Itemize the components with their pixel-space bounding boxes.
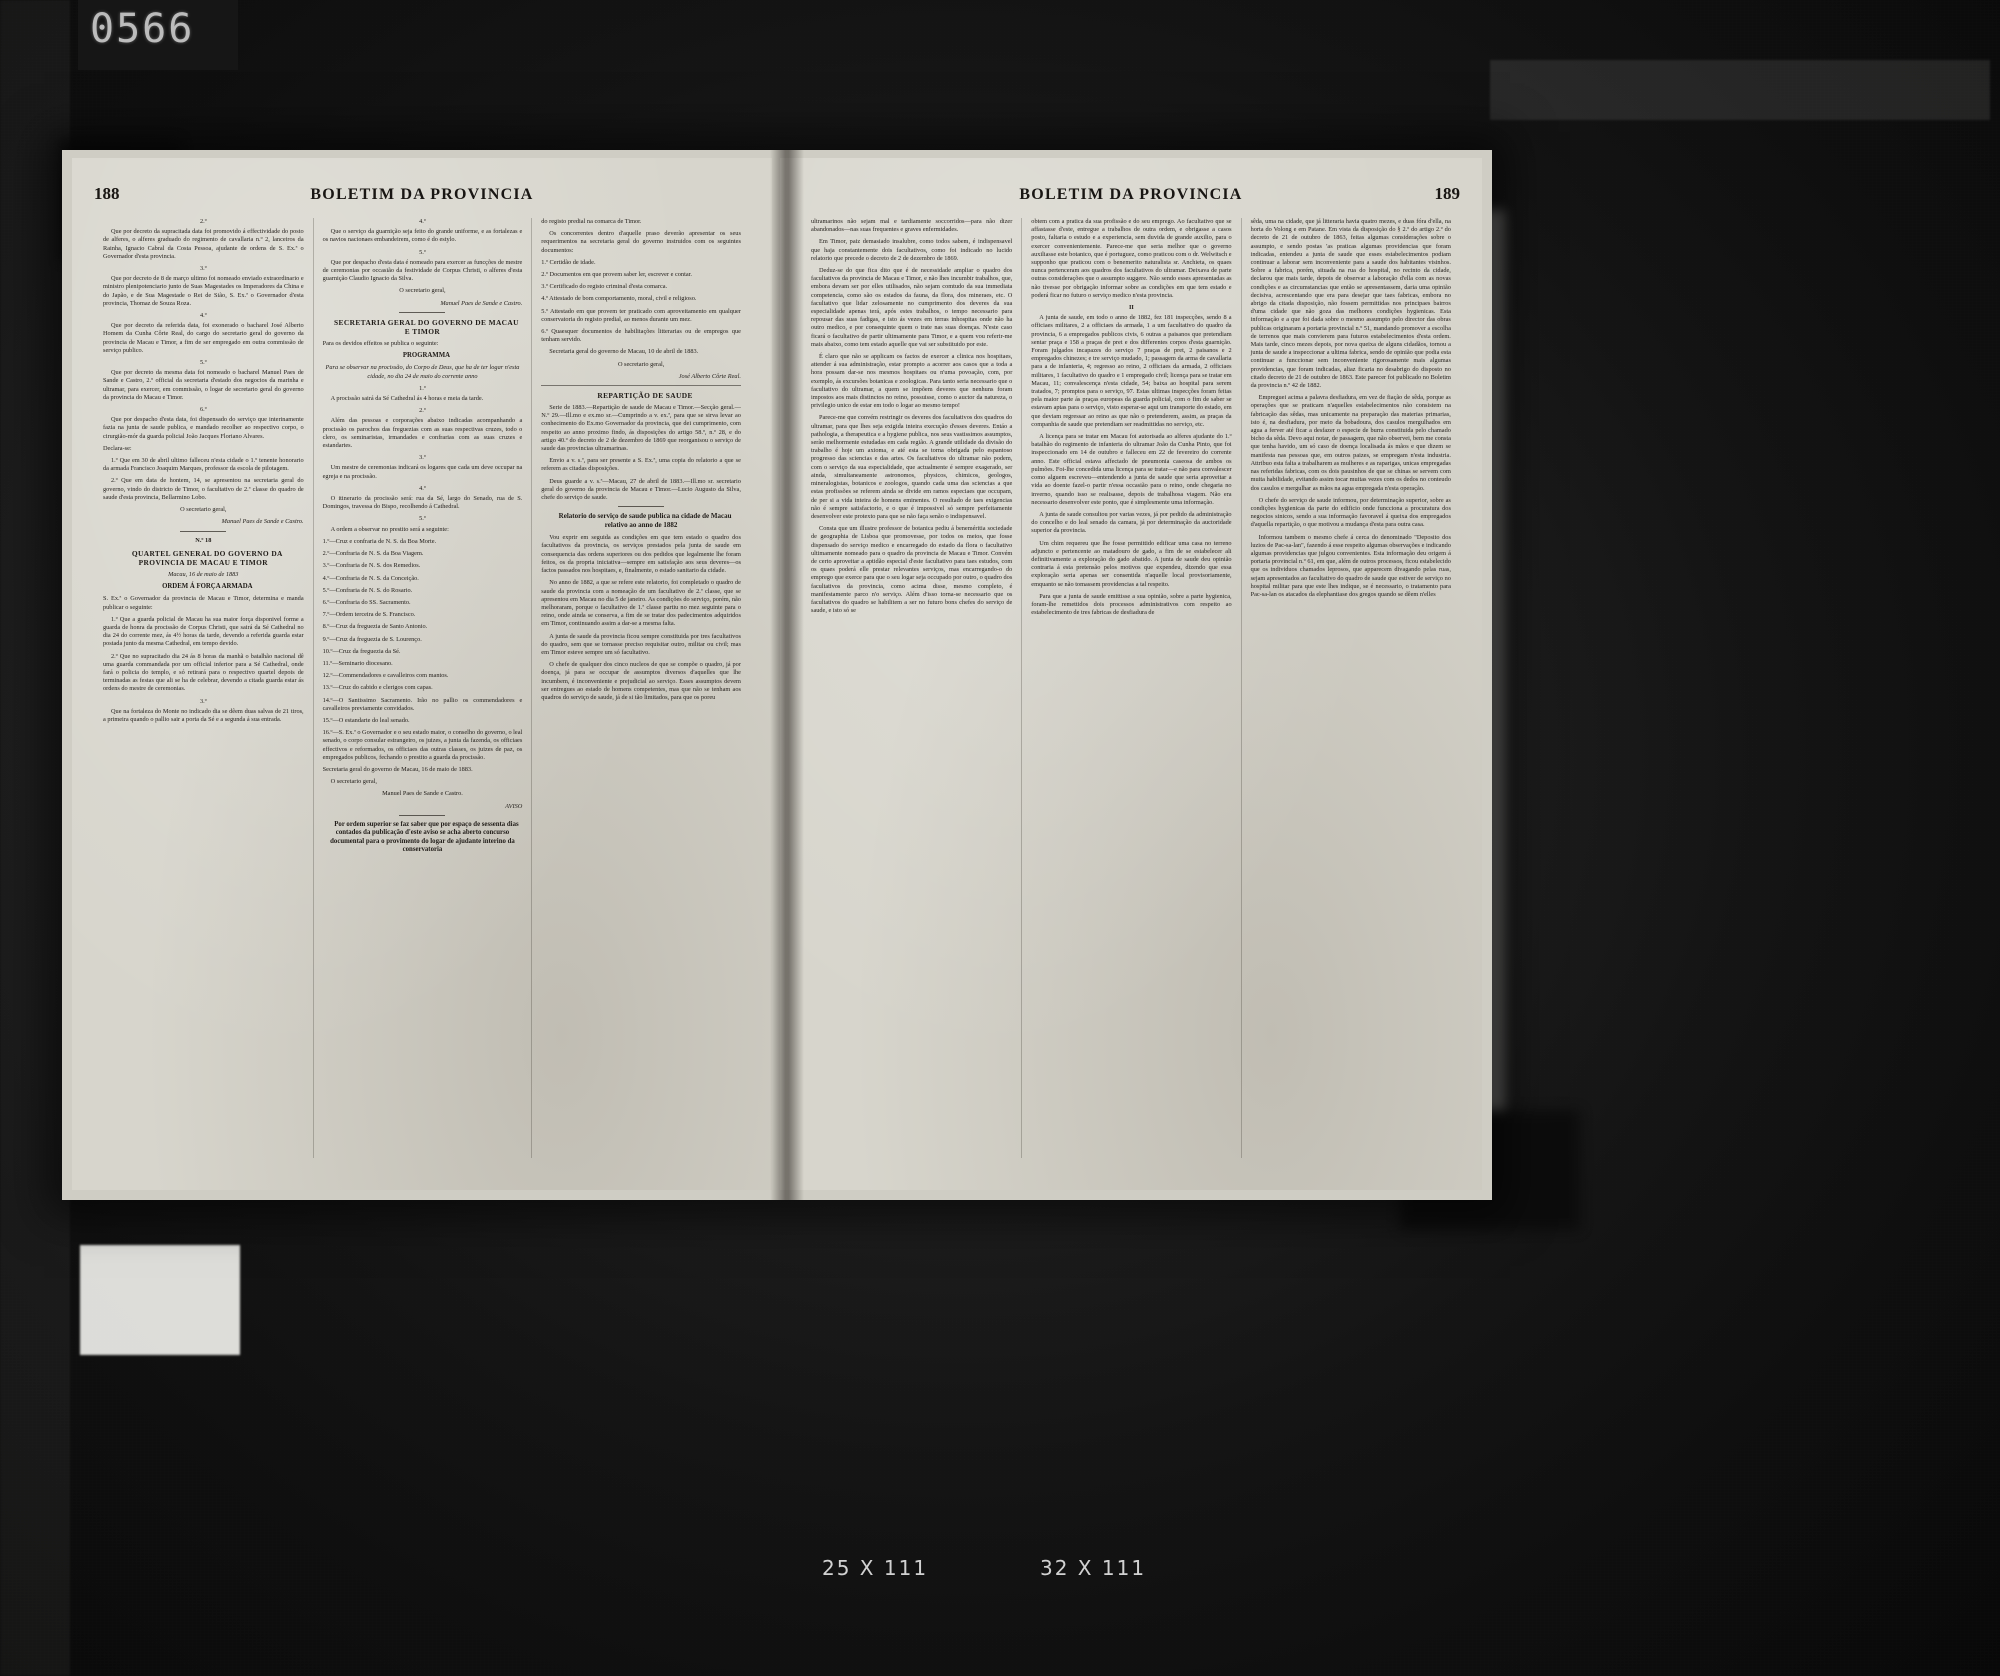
para: 2.º bbox=[419, 407, 426, 415]
para: Declara-se: bbox=[103, 444, 132, 452]
para: O itinerario da procissão será: rua da Sé, largo do Senado, rua de S. Domingos, travessa do Bispo, recolhendo á Cathedral. bbox=[322, 495, 523, 511]
para: Empreguei acima a palavra desfiadura, em vez de fiação de sêda, porque as operações que se praticam n'aquelles estabelecimentos não consistem na fabricação das sêdas, mas unicamente na preparação das materias primarias, isto é, na desfiadura, por meio da bobadoura, dos casulos mergulhados em agua a ferver até ficar a desfazer o especie de burra constituida pelo chamado bicho da sêda. Devo aqui notar, de passagem, que não observei, bem me consta que tenha havido, um só caso de doença localisada ás mãos e que dizem se manifesta nas pessoas que, em outros paizes, se empregam n'esta industria. Attribuo esta falta a trabalharem as mulheres e as raparigas, unicas empregadas nas referidas fabricas, com os dois pausinhos de que se chinas se servem com muita habilidade, evitando assim tocar muitas vezes com os dedos no conteudo dos casulos e mergulhar as mãos na agua empregada n'esta operação. bbox=[1250, 394, 1451, 492]
para: S. Ex.ª o Governador da provincia de Macau e Timor, determina e manda publicar o seguinte: bbox=[103, 595, 304, 611]
list-item: 7.º—Ordem terceira de S. Francisco. bbox=[322, 611, 416, 619]
para: É claro que não se applicam os factos de exercer a clinica nos hospitaes, attender á sua administração, estar prompto a acorrer aos casos que a toda a hora possam dar-se nos mesmos hospitaes ou n'uma povoação, com, por exemplo, ás excursões botanicas e zoologicas. Para tanto seria necessario que o facultativo do ultramar, a quem se impõem deveres que nenhuns foram impostos aos mais distinctos no reino, possuisse, como o auctor da natureza, o privilegio unico de estar em todo o logar ao mesmo tempo! bbox=[811, 353, 1013, 410]
para: 2.º Que no supracitado dia 24 ás 8 horas da manhã o batalhão nacional dê uma guarda commandada por um official inferior para a Sé Cathedral, onde fará o policia do templo, e só retirará para o respectivo quartel depois de terminadas as festas que ali se ha de celebrar, devendo a citada guarda estar ás ordens do mestre de ceremonias. bbox=[103, 652, 304, 693]
film-measure-mark-1: 25 X 111 bbox=[822, 1556, 929, 1580]
signature: José Alberto Côrte Real. bbox=[678, 372, 741, 380]
list-item: 1.º—Cruz e confraria de N. S. da Boa Morte. bbox=[322, 537, 437, 545]
para: Deus guarde a v. s.ª—Macau, 27 de abril de 1883.—Ill.mo sr. secretario geral do governo da provincia de Macau e Timor.—Lucio Augusto da Silva, chefe do serviço de saude. bbox=[541, 477, 741, 502]
para: A junta de saude da provincia ficou sempre constituida por tres facultativos do quadro, sem que se tornasse preciso requisitar outro, militar ou civil; mas em Timor esteve sempre um só facultativo. bbox=[541, 632, 741, 656]
para: Informou tambem o mesmo chefe á cerca do denominado "Deposito dos luzios de Pac-sa-lan", fazendo á esse respeito algumas observações e indicando algumas providencias que julgou convenientes. Esta informação deu origem á portaria provincial n.º 61, em que, além de outros processos, ficou estabelecido que os individuos chamados leprosos, que apparecem divagando pelas ruas, sejam apresentados ao facultativo do quadro de saude que estiver de serviço no hospital militar para que este lhes indique, se é necessario, o tratamento para Pac-sa-lan os atacados da elephantiase dos gregos quando se dêem n'elles bbox=[1250, 533, 1451, 598]
divider-rule bbox=[541, 385, 741, 386]
para: Que o serviço da guarnição seja feito do grande uniforme, e as fortalezas e os navios nacionaes embandeirem, como é do estylo. bbox=[322, 228, 523, 244]
para: Um chim requereu que lhe fosse permittido edificar uma casa no terreno adjuncto e pertencente ao matadouro de gado, a fim de se estabelecer ali definitivamente a exploração do gado abatido. A junta de saude deu opinião contraria á esta pretensão pelos motivos que expendeu, dizendo que essa exploração seria apenas ser consentida n'aquelle local provisoriamente, emquanto se não tomassem providencias a tal respeito. bbox=[1031, 539, 1232, 588]
list-item: 2.º—Confraria de N. S. da Boa Viagem. bbox=[322, 550, 424, 558]
frame-number-label: 0566 bbox=[90, 6, 195, 52]
para: Serie de 1883.—Repartição de saude de Macau e Timor.—Secção geral.—N.º 29.—Ill.mo e ex.mo sr.—Cumprindo a v. ex.ª, para que se sirva levar ao conhecimento do Ex.mo Governador da provincia, que dei cumprimento, com respeito ao anno proximo findo, ás disposições do artigo 58.º, n.º 28, e do artigo 40.º do decreto de 2 de dezembro de 1869 que reorganisou o serviço de saude das provincias ultramarinas. bbox=[541, 404, 741, 453]
section-title: QUARTEL GENERAL DO GOVERNO DA PROVINCIA DE MACAU E TIMOR bbox=[131, 548, 283, 567]
para: 5.º bbox=[419, 515, 426, 523]
subsection-title: PROGRAMMA bbox=[402, 352, 451, 360]
section-number: II bbox=[1128, 304, 1134, 312]
list-item: 13.º—Cruz do cabido e clerigos com capas. bbox=[322, 684, 433, 692]
signature: AVISO bbox=[505, 802, 523, 810]
para: Que por decreto de 8 de março ultimo foi nomeado enviado extraordinario e ministro plenipotenciario junto de Suas Magestades os Imperadores da China e do Japão, e de Sua Magestade o Rei de Sião, S. Ex.ª o Governador d'esta provincia, Thomaz de Souza Roza. bbox=[103, 275, 304, 307]
list-item: 14.º—O Santissimo Sacramento. Irão no pallio os commendadores e cavalleiros previamente convidados. bbox=[322, 696, 523, 712]
para: A procissão sairá da Sé Cathedral ás 4 horas e meia da tarde. bbox=[330, 395, 484, 403]
list-item: 4.º—Confraria de N. S. da Conceição. bbox=[322, 574, 419, 582]
list-item: 5.º Attestado em que provem ter praticado com aproveitamento em qualquer conservatoria do registo predial, ao menos durante um mez. bbox=[541, 307, 741, 323]
right-columns bbox=[802, 218, 1460, 1158]
para: Que por decreto da mesma data foi nomeado o bacharel Manuel Paes de Sande e Castro, 2.º official da secretaria d'estado dos negocios da marinha e ultramar, para exercer, em commissão, o logar de secretario geral do governo da provincia do Macau e Timor. bbox=[103, 369, 304, 401]
para: 2.º bbox=[199, 218, 207, 225]
para: 5.º bbox=[199, 359, 207, 367]
notice-title: Por ordem superior se faz saber que por espaço de sessenta dias contados da publicação d'este aviso se acha aberto concurso documental para o provimento do logar de ajudante interino da conservatoria bbox=[330, 820, 519, 853]
para: Manuel Paes de Sande e Castro. bbox=[382, 790, 463, 798]
right-folio: 189 bbox=[1434, 184, 1460, 203]
left-columns bbox=[94, 218, 750, 1158]
list-item: 11.º—Seminario diocesano. bbox=[322, 659, 393, 667]
para: Secretaria geral do governo de Macau, 10 de abril de 1883. bbox=[549, 348, 699, 356]
list-item: 2.º Documentos em que provem saber ler, escrever e contar. bbox=[541, 271, 692, 279]
para: Para se observar na procissão, do Corpo de Deus, que ha de ter logar n'esta cidade, no dia 24 de maio do corrente anno bbox=[325, 364, 520, 380]
divider-rule bbox=[180, 531, 226, 532]
para: 1.º Que em 30 de abril ultimo falleceu n'esta cidade o 1.º tenente honorario da armada Francisco Joaquim Marques, professor da escola de pilotagem. bbox=[103, 457, 304, 473]
dateline: Macau, 16 de maio de 1883 bbox=[168, 570, 239, 578]
list-item: 6.º Quaesquer documentos de habilitações litterarias ou de empregos que tenham servido. bbox=[541, 328, 741, 344]
para: Para os devidos effeitos se publica o seguinte: bbox=[322, 339, 439, 347]
divider-rule bbox=[399, 815, 445, 816]
notice-number: N.º 18 bbox=[195, 536, 212, 544]
para: 2.º Que em data de hontem, 14, se apresentou na secretaria geral do governo, vindo do districto de Timor, o facultativo de 2.ª classe do quadro de saude d'esta provincia, Bellarmino Lobo. bbox=[103, 477, 304, 501]
para: Além das pessoas e corporações abaixo indicadas acompanhando a procissão os parochos das freguezias com as suas respectivas cruzes, todo o clero, os seminaristas, irmandades e confrarias com as suas cruzes e estandartes. bbox=[322, 417, 523, 450]
section-title: SECRETARIA GERAL DO GOVERNO DE MACAU E TIMOR bbox=[334, 317, 519, 336]
list-item: 5.º—Confraria de N. S. do Rosario. bbox=[322, 586, 413, 594]
para: O chefe de qualquer dos cinco nucleos de que se compõe o quadro, já por doença, já para se occupar de assumptos diversos d'aquelles que lhe incumbem, é inconveniente e prejudicial ao serviço. Esses assumptos devem ser entregues ao estado de homens competentes, mas que não se tenham aos quadros do serviço de saude, já de si tão limitados, para que os poreu bbox=[541, 661, 741, 701]
para: A junta de saude, em todo o anno de 1882, fez 181 inspecções, sendo 8 a officiaes militares, 2 a officiaes da armada, 1 a um facultativo do quadro da provincia, 6 a empregados publicos civis, 6 outras a paisanos que pretendiam sentar praça e 158 a praças de pret e dos differentes corpos d'esta guarnição. Foram julgados incapazes do serviço 7 praças de pret, 2 paisanos e 2 empregados chinezes; e tre serviço mudado, 1; passagem da arma de cavallaria para a de infanteria, 4; regresso ao reino, 2 officiaes da armada, 2 officiaes militares, 1 facultativo do quadro e 1 empregado civil; licença para se tratar em Macau, 11; convalescença n'esta cidade, 54; baixa ao hospital para serem tratados, 7; promptos para o serviço, 97. Estas ultimas inspecções foram feitas pela maior parte ás praças europeas da guarda policial, com o fim de saber se estavam aptas para o serviço, visto esperar-se aqui um transporte do estado, em que deviam regressar ao reino as que não o pretenderem, assim, as praças da companhia de saude que pretendiam ser readmittidas no serviço, etc. bbox=[1031, 314, 1232, 428]
list-item: 10.º—Cruz da freguezia da Sé. bbox=[322, 647, 401, 655]
left-head-title: BOLETIM DA PROVINCIA bbox=[310, 186, 534, 203]
article-title: Relatorio do serviço de saude publica na cidade de Macau relativo ao anno de 1882 bbox=[558, 512, 732, 530]
film-blotch-lower-left bbox=[80, 1245, 240, 1355]
para: O secretario geral, bbox=[180, 506, 227, 514]
list-item: 4.º Attestado de bom comportamento, moral, civil e religioso. bbox=[541, 295, 697, 303]
para: do registo predial na comarca de Timor. bbox=[541, 218, 642, 225]
para: 3.º bbox=[199, 697, 207, 705]
right-column-1 bbox=[802, 218, 1021, 1158]
para: Que por decreto da referida data, foi exonerado o bacharel José Alberto Homem da Cunha Côrte Real, do cargo do secretario geral do governo da provincia de Macau e Timor, a fim de ser empregado em outra commissão de serviço publico. bbox=[103, 322, 304, 354]
right-running-head bbox=[802, 184, 1460, 212]
right-column-2 bbox=[1021, 218, 1240, 1158]
para: No anno de 1882, a que se refere este relatorio, foi completado o quadro de saude da provincia com a nomeação de um facultativo de 2.ª classe, que se apresentou em Macau no dia 5 de janeiro. As condições do serviço, porém, não melhoraram, porque o facultativo de 1.ª classe partiu no mez seguinte para o reino, onde ainda se conserva, a fim de se tratar dos padecimentos adquiridos em Timor, continuando assim a dar-se a mesma falta. bbox=[541, 579, 741, 628]
left-page bbox=[72, 158, 772, 1190]
right-page bbox=[780, 158, 1482, 1190]
list-item: 9.º—Cruz da freguezia de S. Lourenço. bbox=[322, 635, 422, 643]
list-item: 1.º Certidão de idade. bbox=[541, 258, 596, 266]
para: Parece-me que convém restringir os deveres dos facultativos dos quadros do ultramar, para que lhes seja exigida inteira execução d'esses deveres. Entáo a pathologia, a therapeutica e a hygiene publica, nos seus vastissimos assumptos, serão melhormente estudadas em cada região. A grande utilidade da divisão do trabalho é hoje um axioma, e até esta se torna obrigada pelo espantoso progresso das sciencias e das artes. Os facultativos do ultramar não podem, com o serviço da sua especialidade, que actualmente é sempre exagerado, ser ainda, simultaneamente astronomos, physicos, chimicos, geologos, mineralogistas, botanicos e zoologos, quando cada uma das sciencias a que estas profissões se referem ainda se divide em ramos especiaes que occupam, de per si a vida inteira de homens eminentes. O resultado de taes exigencias não é sempre satisfactorio, e o que é impossivel só sempre perfeitamente desenvolver este protexto para que se não faça senão o indispensavel. bbox=[811, 414, 1013, 520]
para: 4.º bbox=[419, 484, 426, 492]
para: 5.º bbox=[419, 248, 426, 256]
para: Que por despacho d'esta data é nomeado para exercer as funcções de mestre de ceremonias por occasião da festividade de Corpus Christi, o alferes d'esta guarnição Claudio Ignacio da Silva. bbox=[322, 258, 523, 283]
divider-rule bbox=[618, 506, 664, 507]
para: A junta de saude consultou por varias vezes, já por pedido da administração do concelho e do leal senado da camara, já por determinação da auctoridade superior da provincia. bbox=[1031, 510, 1232, 535]
para: O secretario geral, bbox=[330, 778, 377, 786]
right-head-title: BOLETIM DA PROVINCIA bbox=[1019, 186, 1243, 203]
para: Que na fortaleza do Monte no indicado dia se dêem duas salvas de 21 tiros, a primeira quando o pallio sair a porta da Sé e a segunda á sua entrada. bbox=[103, 707, 304, 723]
signature: Manuel Paes de Sande e Castro. bbox=[440, 299, 523, 307]
left-folio: 188 bbox=[94, 184, 120, 203]
open-book bbox=[62, 150, 1492, 1200]
para: O secretario geral, bbox=[399, 287, 446, 295]
para: Um mestre de ceremonias indicará os logares que cada um deve occupar na egreja e na procissão. bbox=[322, 464, 523, 480]
para: 4.º bbox=[419, 218, 426, 225]
film-measure-mark-2: 32 X 111 bbox=[1040, 1556, 1147, 1580]
para: Os concorrentes dentro d'aquelle praso deverão apresentar os seus requerimentos na secretaria geral do governo instruidos com os seguintes documentos: bbox=[541, 230, 741, 254]
para: Que por despacho d'esta data, foi dispensado do serviço que interinamente fazia na junta de saude publica, e mandado recolher ao respectivo corpo, o cirurgião-mór da guarda policial João Jacques Floriano Alvares. bbox=[103, 416, 304, 440]
list-item: 15.º—O estandarte do leal senado. bbox=[322, 716, 410, 724]
para: 4.º bbox=[199, 312, 207, 320]
para: 3.º bbox=[419, 454, 426, 462]
list-item: 3.º Certificado do registo criminal d'esta comarca. bbox=[541, 283, 668, 291]
left-running-head bbox=[94, 184, 750, 212]
para: 1.º bbox=[419, 384, 426, 392]
para: O secretario geral, bbox=[617, 360, 665, 368]
para: Para que a junta de saude emittisse a sua opinião, sobre a parte hygienica, foram-lhe remettidos dois processos administrativos com respeito ao estabelecimento de tres fabricas de desfiadura de bbox=[1031, 592, 1232, 617]
para: 3.º bbox=[199, 265, 207, 273]
list-item: 16.º—S. Ex.ª o Governador e o seu estado maior, o conselho do governo, o leal senado, o corpo consular estrangeiro, os juizes, a junta da fazenda, os officiaes effectivos e reformados, os officiaes das outras classes, os juizes de paz, os empregados publicos, fechando o prestito a guarda da procissão. bbox=[322, 729, 523, 761]
para: Que por decreto da supracitada data foi promovido á effectividade do posto de alferes, o alferes graduado do regimento de cavallaria n.º 2, lanceiros da Rainha, Ignacio Cabral da Costa Pessoa, ajudante de ordens de S. Ex.ª o Governador d'esta provincia. bbox=[103, 228, 304, 260]
para: obtem com a pratica da sua profissão e do seu emprego. Ao facultativo que se affastasse d'este, entregue a trabalhos de outra ordem, e obrigasse a casos posto, faltaria o estudo e a experiencia, sem duvida de grande auxilio, para o exercer convenientemente. Parece-me que seria melhor que o governo auxiliasse este botanico, que é portuguez, como praticou com o dr. Welwitsch e supponho que praticou com o benemerito naturalista sr. Anchieta, os quaes nunca pertenceram aos quadros dos facultativos do ultramar. Deixava de parte outras considerações que o assumpto suggere. Não sendo esses apresentadas as não tivesse por obrigação informar sobre as condições em que tem estado e poderá ficar no futuro o serviço medico n'esta provincia. bbox=[1031, 218, 1232, 299]
list-item: 12.º—Commendadores e cavalleiros com mantos. bbox=[322, 672, 449, 680]
para: A licença para se tratar em Macau foi autorisada ao alferes ajudante do 1.º batalhão do regimento de infanteria do ultramar João da Cunha Pinto, que foi inspeccionado em 14 de outubro e falleceu em 22 de fevereiro do corrente anno. Este official estava affectado de pneumonia caseosa de ambos os pulmões. Foi-lhe concedida uma licença para se tratar—e não para convalescer como alguem escreveu—entendendo a junta de saude que seria aproveitar a vida ao doente fazel-o partir n'essa occasião para o reino, onde chegaria no inverno, quando isso se realisasse, depois de trabalhosa viagem. Não era necessario desenvolver este ponto, que é simplesmente uma informação. bbox=[1031, 433, 1232, 506]
para: O chefe do serviço de saude informou, por determinação superior, sobre as condições hygienicas da parte do edificio onde funcciona a procuratura dos negocios sinicos, sendo a sua informação favoravel á queixa dos empregados d'aquella repartição, o que motivou a mudança d'esta para outra casa. bbox=[1250, 496, 1451, 529]
para: Deduz-se do que fica dito que é de necessidade ampliar o quadro dos facultativos da provincia de Macau e Timor, e não lhes incumbir trabalhos, que, embora devam ser por elles utilisados, não sejam comtudo da sua immediata competencia, como são os estados da fauna, da flora, dos mineraes, etc. O facultativo que lidar zelosamente no cumprimento dos deveres da sua especialidade apenas terá, após estes trabalhos, o tempo necessario para repousar das suas fadigas, e isto ás vezes em terras inhospitas onde não ha outro medico, e por consequinte quem o trate nas suas doenças. N'este caso ficará o facultativo de partir ultimamente para Timor, e a quem vou referir-me mais abaixo, como tem estado aquelle que vai ser substituido por este. bbox=[811, 267, 1013, 348]
list-item: 3.º—Confraria de N. S. dos Remedios. bbox=[322, 562, 421, 570]
para: Vou exprir em seguida as condições em que tem estado o quadro dos facultativos da provincia, os serviços prestados pela junta de saude em consequencia das ordens superiores ou dos pedidos que legalmente lhe foram feitos, os da propria iniciativa—sempre em satisfação aos seus deveres—os factos passados nos hospitaes, e, finalmente, o estado sanitario da cidade. bbox=[541, 534, 741, 575]
film-blotch-upper-right bbox=[1490, 60, 1990, 120]
para: 1.º Que a guarda policial de Macau ha sua maior força disponivel forme a guarda de honra da procissão de Corpus Christi, que sairá da Sé Cathedral no dia 24 do corrente mez, ás 4½ horas da tarde, devendo a referida guarda estar postada junto da mesma Cathedral, em tempo devido. bbox=[103, 615, 304, 648]
left-column-3 bbox=[531, 218, 750, 1158]
para: A ordem a observar no prestito será a seguinte: bbox=[330, 525, 449, 533]
list-item: 6.º—Confraria do SS. Sacramento. bbox=[322, 598, 411, 606]
para: sêda, uma na cidade, que já litteraria havia quatro mezes, e duas fóra d'ella, na horta do Volong e em Patane. Em vista da disposição do § 2.º do artigo 2.º do decreto de 21 de outubro de 1863, feitas algumas considerações sobre o assumpto, e sendo postas 'as praticas algumas providencias que foram indicadas, entendeu a junta de saude que esses estabelecimentos podiam continuar a laborar sem inconveniente para a saude dos habitantes visinhos. Sobre a fabrica, porém, situada na rua do hospital, no recinto da cidade, declarou que mais tarde, depois de observar a laboração d'ella com as novas condições e as circumstancias que então se apresentassem, daria uma opinião decisiva, acrescentando que era para desejar que taes fabricas, embora no abrigo da citada disposição, não fossem permittidas nos principaes bairros d'uma cidade que não goza das melhores condições hygienicas. Esta informação e a que foi dada sobre o mesmo assumpto pelo director das obras publicas originaram a portaria provincial n.º 51, mandando promover a escolha de terrenos que mais convierem para futuros estabelecimentos d'esta ordem. Mais tarde, cinco mezes depois, por nova queixa de alguns cidadãos, tornou a junta de saude a inspeccionar a ultima fabrica, sendo de opinião que podia esta continuar a funccionar sem inconveniente rigorosamente mais algumas providencias, que foram indicadas, aliaz ficaria no desabrigo do disposto no citado decreto de 21 de outubro de 1863. Este parecer foi publicado no Boletim da provincia n.º 42 de 1882. bbox=[1250, 218, 1451, 390]
divider-rule bbox=[399, 312, 445, 313]
section-title: REPARTIÇÃO DE SAUDE bbox=[597, 391, 693, 401]
left-column-2 bbox=[313, 218, 532, 1158]
list-item: Secretaria geral do governo de Macau, 16 de maio de 1883. bbox=[322, 765, 473, 773]
right-column-3 bbox=[1241, 218, 1460, 1158]
left-column-1 bbox=[94, 218, 313, 1158]
para: Consta que um illustre professor de botanica pediu á beneméritia sociedade de geographia de Lisboa que promovesse, por todos os meios, que fosse dispensado do serviço medico e encarregado do estado da flora o facultativo ultimamente nomeado para o quadro da provincia de Macau e Timor. Convém de certo aproveitar a aptidão especial d'este facultativo para taes estudos, com os quaes poderá elle prestar relevantes serviços, mas encarregando-o do emprego que exerce para que o seu logar seja occupado por outro, o quadro dos facultativos da provincia, como acima disse, mesmo completo, é manifestamente parco n'o serviço. Além d'isso torna-se necessario que os facultativos do quadro se habilitem a ser no futuro bons chefes do serviço de saude, e isto só se bbox=[811, 525, 1013, 615]
para: Envio a v. s.ª, para ser presente a S. Ex.ª, uma copia do relatorio a que se referem as citadas disposições. bbox=[541, 457, 741, 473]
list-item: 8.º—Cruz da freguezia de Santo Antonio. bbox=[322, 623, 428, 631]
para: 6.º bbox=[199, 406, 207, 414]
subsection-title: ORDEM Á FORÇA ARMADA bbox=[162, 582, 253, 590]
para: Em Timor, paiz demasiado insalubre, como todos sabem, é indispensavel que haja constantemente dois facultativos, como foi indicado no lucido relatorio que precede o decreto de 2 de dezembro de 1869. bbox=[811, 238, 1013, 262]
para: ultramarinos não sejam mal e tardiamente soccorridos—para não dizer abandonados—nas suas frequentes e graves enfermidades. bbox=[811, 218, 1013, 234]
signature: Manuel Paes de Sande e Castro. bbox=[221, 518, 304, 526]
